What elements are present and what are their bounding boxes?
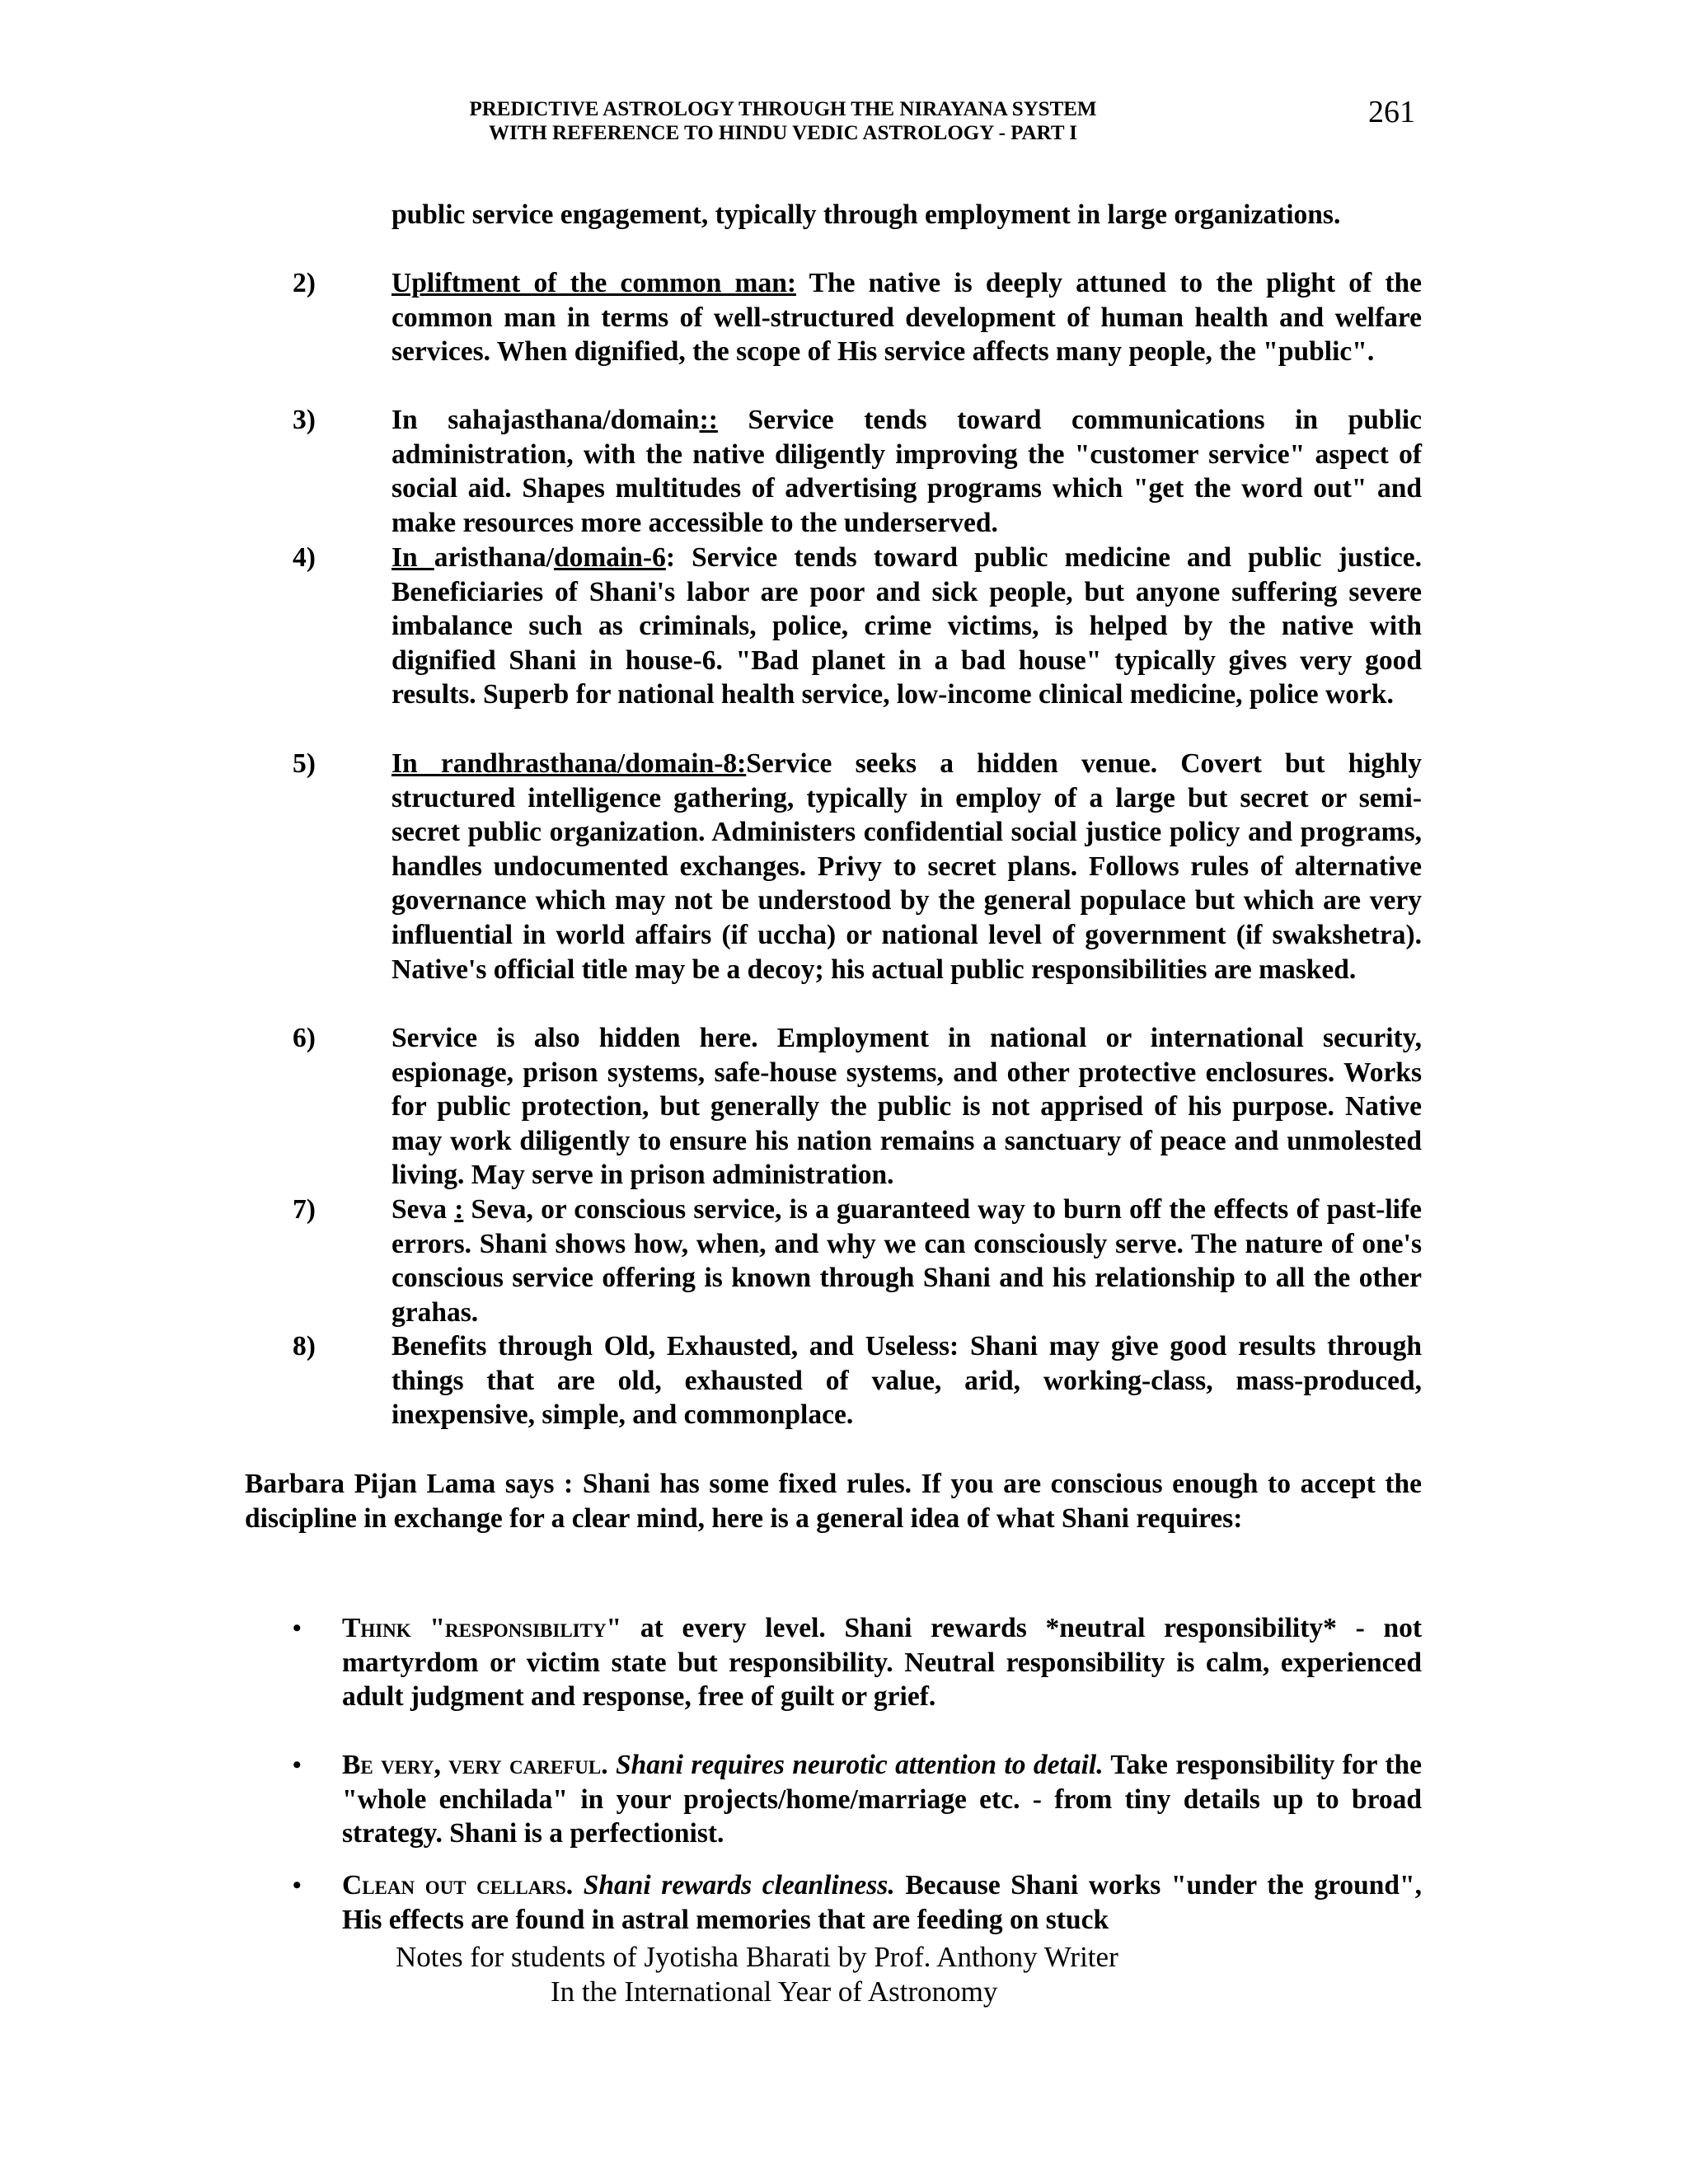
list-item bbox=[293, 1193, 1422, 1329]
item-text: Seva, or conscious service, is a guaranteed way to burn off the effects of past-life errors. Shani shows how, when, and why we can consciously serve. The nature of one's conscious service offering is known through Shani and his relationship to all the other grahas. bbox=[392, 1194, 1422, 1328]
bullet-dot: • bbox=[293, 1615, 302, 1642]
list-item bbox=[293, 1021, 1422, 1193]
footer-line-1: Notes for students of Jyotisha Bharati by Prof. Anthony Writer bbox=[396, 1941, 1118, 1973]
footer-line-2: In the International Year of Astronomy bbox=[551, 1975, 998, 2008]
item-heading-in: In bbox=[392, 542, 434, 573]
item-number: 4) bbox=[293, 542, 316, 573]
item-text: Service is also hidden here. Employment in national or international security, espionage, prison systems, safe-house systems, and other protective enclosures. Works for public protection, but generally the public is not apprised of his purpose. Native may work diligently to ensure his nation remains a sanctuary of peace and unmolested living. May serve in prison administration. bbox=[392, 1023, 1422, 1191]
list-item bbox=[293, 403, 1422, 540]
item-number: 7) bbox=[293, 1194, 316, 1225]
list-item bbox=[293, 747, 1422, 987]
item-number: 2) bbox=[293, 268, 316, 298]
bullet-dot: • bbox=[293, 1872, 302, 1899]
intro-paragraph: Barbara Pijan Lama says : Shani has some fixed rules. If you are conscious enough to accept the discipline in exchange for a clear mind, here is a general idea of what Shani requires: bbox=[245, 1469, 1422, 1534]
item-heading: aristhana/ bbox=[434, 542, 554, 573]
item-heading-colon: :: bbox=[699, 405, 718, 435]
item-text: Service seeks a hidden venue. Covert but highly structured intelligence gathering, typically in employ of a large but secret or semi-secret public organization. Administers confidential social justice policy and programs, handles undocumented exchanges. Privy to secret plans. Follows rules of alternative governance which may not be understood by the general populace but which are very influential in world affairs (if uccha) or national level of government (if swakshetra). Native's official title may be a decoy; his actual public responsibilities are masked. bbox=[392, 748, 1422, 985]
bullet-text: at every level. Shani rewards *neutral responsibility* - not martyrdom or victim state but responsibility. Neutral responsibility is calm, experienced adult judgment and response, free of guilt or grief. bbox=[342, 1613, 1422, 1713]
bullet-item bbox=[293, 1611, 1422, 1714]
bullet-caps: Be very, very careful. bbox=[342, 1750, 608, 1780]
bullet-caps: Think "responsibility" bbox=[342, 1613, 622, 1643]
item-text: The native is deeply attuned to the plight of the common man in terms of well-structured development of human health and welfare services. When dignified, the scope of His service affects many people, the "public". bbox=[392, 268, 1422, 368]
bullet-italic: Shani rewards cleanliness. bbox=[573, 1870, 895, 1900]
item-heading-domain: domain-6 bbox=[553, 542, 666, 573]
list-item bbox=[293, 1329, 1422, 1432]
bullet-italic: Shani requires neurotic attention to detail. bbox=[607, 1750, 1104, 1780]
bullet-text: Take responsibility for the "whole enchilada" in your projects/home/marriage etc. - from tiny details up to broad strategy. Shani is a perfectionist. bbox=[342, 1750, 1422, 1849]
running-header bbox=[412, 97, 1154, 145]
item-number: 3) bbox=[293, 405, 316, 435]
bullet-dot: • bbox=[293, 1751, 302, 1779]
item-number: 6) bbox=[293, 1023, 316, 1053]
page-number: 261 bbox=[1368, 95, 1415, 129]
bullet-text: Because Shani works "under the ground", His effects are found in astral memories that are feeding on stuck bbox=[342, 1870, 1422, 1935]
item-number: 5) bbox=[293, 748, 316, 779]
item-text: : Service tends toward public medicine and public justice. Beneficiaries of Shani's labor are poor and sick people, but anyone suffering severe imbalance such as criminals, police, crime victims, is helped by the native with dignified Shani in house-6. "Bad planet in a bad house" typically gives very good results. Superb for national health service, low-income clinical medicine, police work. bbox=[392, 542, 1422, 710]
item-text: Benefits through Old, Exhausted, and Useless: Shani may give good results through things that are old, exhausted of value, arid, working-class, mass-produced, inexpensive, simple, and commonplace. bbox=[392, 1331, 1422, 1431]
item-heading: In randhrasthana/domain-8: bbox=[392, 748, 747, 779]
bullet-caps: Clean out cellars. bbox=[342, 1870, 574, 1900]
item-text: Service tends toward communications in public administration, with the native diligently improving the "customer service" aspect of social aid. Shapes multitudes of advertising programs which "get the word out" and make resources more accessible to the underserved. bbox=[392, 405, 1422, 538]
bullet-item bbox=[293, 1868, 1422, 1937]
bullet-item bbox=[293, 1748, 1422, 1851]
header-line-1: PREDICTIVE ASTROLOGY THROUGH THE NIRAYANA SYSTEM bbox=[469, 98, 1097, 120]
item-heading: Seva bbox=[392, 1194, 455, 1225]
list-item bbox=[293, 266, 1422, 369]
list-item bbox=[293, 541, 1422, 712]
header-line-2: WITH REFERENCE TO HINDU VEDIC ASTROLOGY - PART I bbox=[488, 122, 1078, 144]
item-heading-colon: : bbox=[454, 1194, 464, 1225]
item-heading: Upliftment of the common man: bbox=[392, 268, 796, 298]
item-number: 8) bbox=[293, 1331, 316, 1361]
item-heading: In sahajasthana/domain bbox=[392, 405, 700, 435]
continuation-paragraph: public service engagement, typically through employment in large organizations. bbox=[392, 199, 1341, 230]
